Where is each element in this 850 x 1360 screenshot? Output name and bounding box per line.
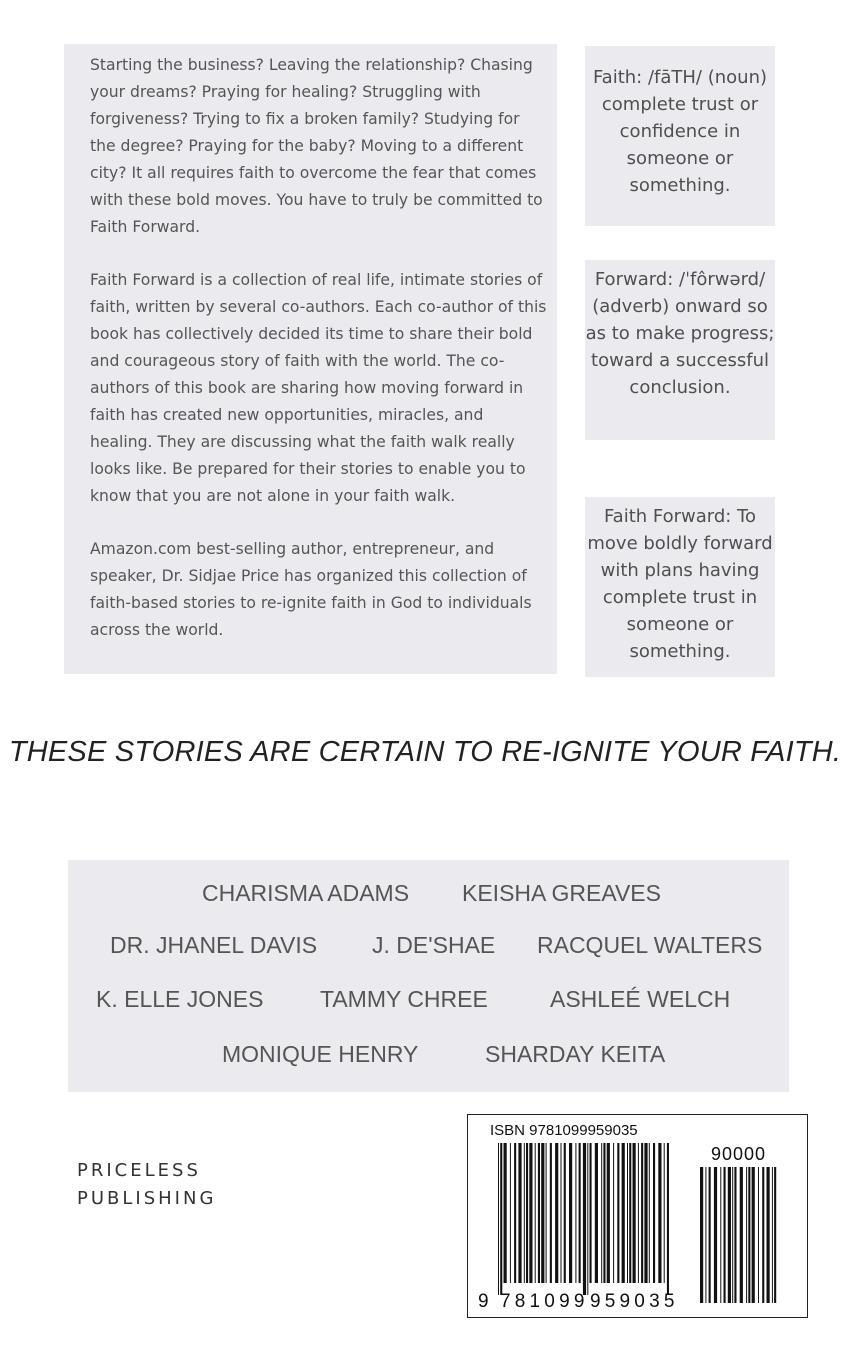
author-name: RACQUEL WALTERS [537,932,763,958]
barcode-bar [653,1143,655,1283]
barcode-bar [590,1143,592,1283]
barcode-digits-left: 781099 [500,1291,589,1312]
barcode-bar [607,1143,610,1283]
author-name: J. DE'SHAE [372,932,496,958]
barcode-bar [638,1143,639,1283]
barcode-bar [705,1167,706,1303]
tagline: THESE STORIES ARE CERTAIN TO RE-IGNITE YOUR FAITH. [8,736,842,768]
barcode-bar [752,1167,755,1303]
barcode-bar [633,1143,636,1283]
author-name: CHARISMA ADAMS [202,880,410,906]
barcode-bar [758,1167,759,1303]
barcode-digits-right: 959035 [590,1291,679,1312]
barcode-bar [748,1167,750,1303]
barcode-bar [641,1143,643,1283]
publisher-line-1: PRICELESS [77,1160,201,1181]
barcode-bar [714,1167,717,1303]
barcode-bar [518,1143,521,1283]
barcode-bar [629,1143,631,1283]
author-name: KEISHA GREAVES [462,880,661,906]
barcode-bar [709,1167,711,1303]
author-name: DR. JHANEL DAVIS [110,932,318,958]
barcode-bar [658,1143,661,1283]
barcode-bar [541,1143,544,1283]
definition-forward: Forward: /ˈfôrwərd/ (adverb) onward so as to make progress; toward a successful conclusion. [585,260,775,440]
barcode-bar [720,1167,721,1303]
barcode-bar [510,1143,511,1283]
barcode-bar [700,1167,703,1303]
blurb-paragraph-3: Amazon.com best-selling author, entrepreneur, and speaker, Dr. Sidjae Price has organized this collection of faith-based stories to re-ignite faith in God to individuals across the world. [90,540,532,639]
blurb-paragraph-1: Starting the business? Leaving the relationship? Chasing your dreams? Praying for healing? Struggling with forgiveness? Trying to fix a broken family? Studying for the degree? Praying for the baby? Moving to a different city? It all requires faith to overcome the fear that comes with these bold moves. You have to truly be committed to Faith Forward. [90,56,543,236]
barcode-bar [772,1167,773,1303]
barcode-bar [500,1143,502,1295]
barcode-bar [595,1143,598,1283]
author-list [68,860,789,1092]
barcode-digit-first: 9 [478,1291,489,1312]
barcode-bar [767,1167,770,1303]
barcode-bar [498,1143,499,1295]
barcode-bar [524,1143,525,1283]
barcode-bar [627,1143,628,1283]
publisher-name [77,1157,216,1213]
addon-digits: 90000 [711,1144,767,1164]
barcode-bar [579,1143,581,1283]
barcode-bar [774,1167,776,1303]
barcode-bar [728,1167,731,1303]
barcode-bar [561,1143,562,1283]
definition-faith-forward: Faith Forward: To move boldly forward with plans having complete trust in someone or something. [585,497,775,677]
barcode-bar [575,1143,576,1283]
barcode-bar [587,1143,588,1295]
blurb-paragraph-2: Faith Forward is a collection of real life, intimate stories of faith, written by several co-authors. Each co-author of this book has collectively decided its time to share their bold and courageous story of faith with the world. The co-authors of this book are sharing how moving forward in faith has created new opportunities, miracles, and healing. They are discussing what the faith walk really looks like. Be prepared for their stories to enable you to know that you are not alone in your faith walk. [90,271,547,505]
barcode-bar [583,1143,586,1295]
publisher-line-2: PUBLISHING [77,1188,217,1209]
barcode-bar [564,1143,566,1283]
barcode-bar [644,1143,647,1283]
author-name: SHARDAY KEITA [485,1041,666,1067]
author-name: TAMMY CHREE [320,986,488,1012]
author-name: ASHLEÉ WELCH [550,986,731,1012]
barcode-bar [667,1143,669,1295]
barcode-bar [603,1143,605,1283]
main-barcode-bars [498,1143,669,1295]
barcode-bar [555,1143,558,1283]
barcode-bar [538,1143,540,1283]
author-name: K. ELLE JONES [96,986,264,1012]
definition-faith: Faith: /fāTH/ (noun) complete trust or confidence in someone or something. [585,46,775,226]
back-cover-blurb [64,44,557,674]
addon-barcode-bars [700,1167,776,1303]
barcode-bar [622,1143,625,1283]
barcode-bar [649,1143,650,1283]
barcode-bar [734,1167,736,1303]
barcode-bar [529,1143,532,1283]
isbn-label: ISBN 9781099959035 [490,1122,638,1139]
barcode-bar [746,1167,747,1303]
barcode-bar [601,1143,602,1283]
barcode-graphic [468,1115,807,1317]
barcode-bar [546,1143,547,1283]
barcode-bar [526,1143,528,1283]
barcode-bar [740,1167,743,1303]
isbn-barcode [467,1114,808,1318]
barcode-bar [732,1167,733,1303]
author-name: MONIQUE HENRY [222,1041,419,1067]
barcode-bar [762,1167,764,1303]
barcode-bar [569,1143,572,1283]
barcode-bar [550,1143,552,1283]
barcode-bar [535,1143,536,1283]
barcode-bar [514,1143,516,1283]
barcode-bar [613,1143,614,1283]
barcode-bar [664,1143,665,1283]
barcode-bar [504,1143,507,1283]
barcode-bar [724,1167,726,1303]
barcode-bar [617,1143,619,1283]
